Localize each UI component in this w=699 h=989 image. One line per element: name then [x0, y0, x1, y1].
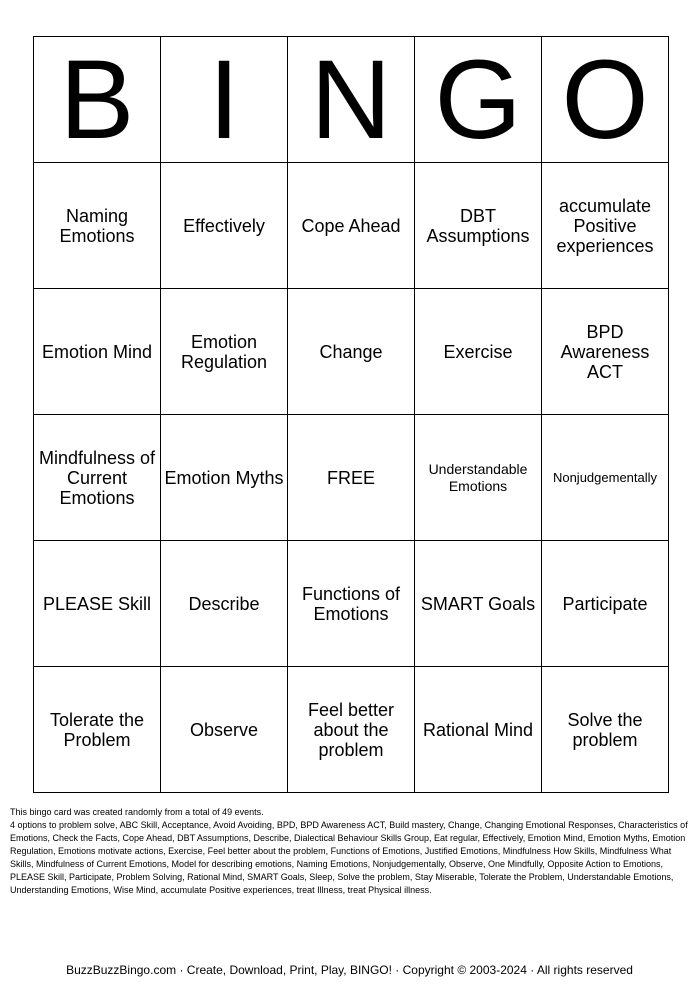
- card-summary: This bingo card was created randomly from a total of 49 events.: [10, 807, 264, 817]
- bingo-cell: Rational Mind: [415, 667, 542, 793]
- header-letter-b: B: [34, 37, 161, 163]
- bingo-card: [33, 36, 669, 793]
- bingo-cell: SMART Goals: [415, 541, 542, 667]
- bingo-cell: Understandable Emotions: [415, 415, 542, 541]
- bingo-cell: Emotion Regulation: [161, 289, 288, 415]
- bingo-cell: Functions of Emotions: [288, 541, 415, 667]
- bingo-cell: Participate: [542, 541, 669, 667]
- bingo-cell: PLEASE Skill: [34, 541, 161, 667]
- bingo-row: [34, 541, 669, 667]
- header-letter-i: I: [161, 37, 288, 163]
- header-letter-n: N: [288, 37, 415, 163]
- bingo-cell: BPD Awareness ACT: [542, 289, 669, 415]
- bingo-cell: Mindfulness of Current Emotions: [34, 415, 161, 541]
- bingo-cell: Change: [288, 289, 415, 415]
- card-info: [10, 806, 690, 897]
- bingo-cell: Describe: [161, 541, 288, 667]
- bingo-row: [34, 415, 669, 541]
- bingo-cell: Nonjudgementally: [542, 415, 669, 541]
- page-footer: BuzzBuzzBingo.com · Create, Download, Print, Play, BINGO! · Copyright © 2003-2024 · All rights reserved: [66, 963, 633, 977]
- bingo-row: [34, 163, 669, 289]
- bingo-row: [34, 667, 669, 793]
- bingo-cell: accumulate Positive experiences: [542, 163, 669, 289]
- bingo-row: [34, 289, 669, 415]
- bingo-cell: DBT Assumptions: [415, 163, 542, 289]
- bingo-cell: Effectively: [161, 163, 288, 289]
- bingo-header-row: [34, 37, 669, 163]
- bingo-cell: Tolerate the Problem: [34, 667, 161, 793]
- bingo-cell: Emotion Mind: [34, 289, 161, 415]
- bingo-cell: Cope Ahead: [288, 163, 415, 289]
- bingo-cell: Exercise: [415, 289, 542, 415]
- bingo-cell: Solve the problem: [542, 667, 669, 793]
- bingo-cell: Emotion Myths: [161, 415, 288, 541]
- bingo-cell: Naming Emotions: [34, 163, 161, 289]
- header-letter-o: O: [542, 37, 669, 163]
- event-list: 4 options to problem solve, ABC Skill, Acceptance, Avoid Avoiding, BPD, BPD Awareness ACT, Build mastery, Change, Changing Emotional Responses, Characteristics of Emotions, Check the Facts, Cope Ahead, DBT Assumptions, Describe, Dialectical Behaviour Skills Group, Eat regular, Effectively, Emotion Mind, Emotion Myths, Emotion Regulation, Emotions motivate actions, Exercise, Feel better about the problem, Functions of Emotions, Justified Emotions, Mindfulness How Skills, Mindfulness What Skills, Mindfulness of Current Emotions, Model for describing emotions, Naming Emotions, Nonjudgementally, Observe, One Mindfully, Opposite Action to Emotions, PLEASE Skill, Participate, Problem Solving, Rational Mind, SMART Goals, Sleep, Solve the problem, Stay Miserable, Tolerate the Problem, Understandable Emotions, Understanding Emotions, Wise Mind, accumulate Positive experiences, treat Illness, treat Physical illness.: [10, 820, 688, 895]
- bingo-cell: Feel better about the problem: [288, 667, 415, 793]
- header-letter-g: G: [415, 37, 542, 163]
- free-space-cell: FREE: [288, 415, 415, 541]
- bingo-cell: Observe: [161, 667, 288, 793]
